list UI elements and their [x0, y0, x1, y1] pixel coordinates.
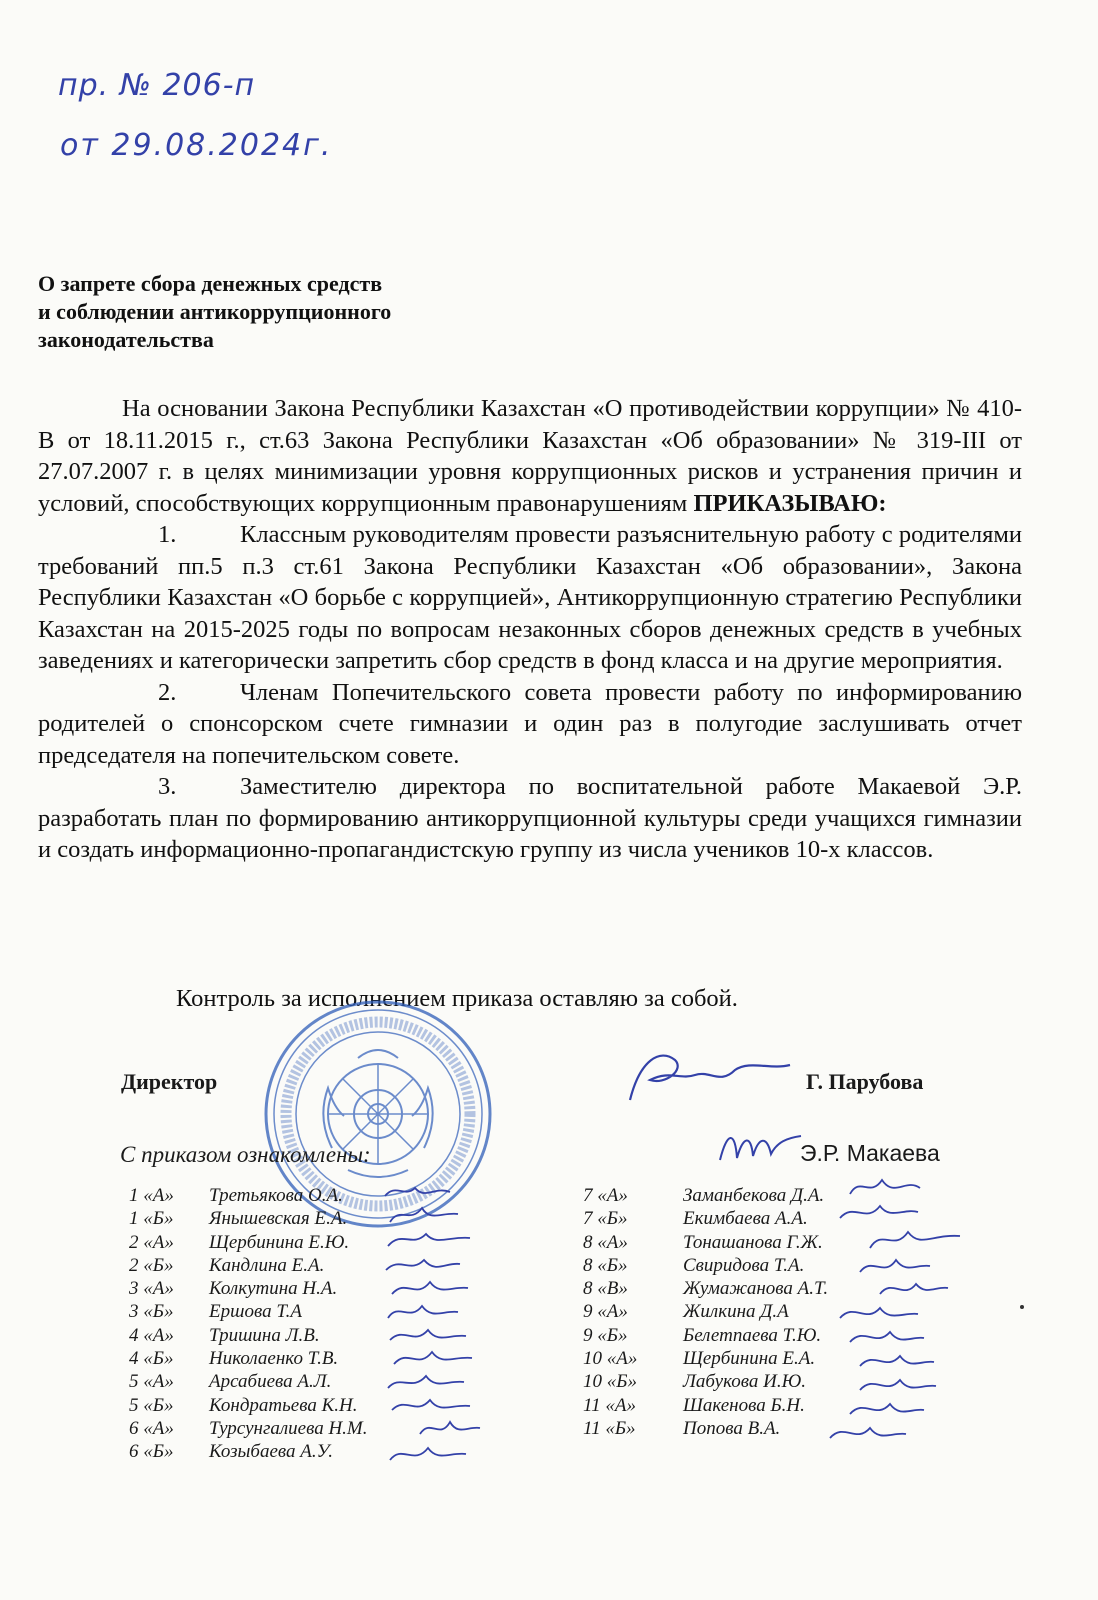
item-number: 1. — [158, 521, 177, 548]
title-line: законодательства — [38, 327, 214, 352]
handwritten-order-number: пр. № 206-п — [58, 68, 256, 103]
item-text: Членам Попечительского совета провести работу по информированию родителей о спонсорском счете гимназии и один раз в полугодие заслушивать отчет председателя на попечительском совете. — [38, 678, 1022, 769]
signatory-name: Г. Парубова — [806, 1069, 924, 1094]
deputy-signature — [715, 1122, 805, 1166]
deputy-name: Э.Р. Макаева — [800, 1140, 940, 1166]
item-number: 3. — [158, 773, 177, 800]
director-signature — [620, 1040, 800, 1110]
document-title — [38, 270, 498, 354]
title-line: и соблюдении антикоррупционного — [38, 299, 392, 324]
order-word: ПРИКАЗЫВАЮ: — [693, 489, 887, 517]
order-body — [38, 393, 1022, 866]
title-line: О запрете сбора денежных средств — [38, 271, 383, 296]
order-item — [38, 771, 1022, 866]
item-text: Классным руководителям провести разъяснительную работу с родителями требований пп.5 п.3 ст.61 Закона Республики Казахстан «Об образовании», Закона Республики Казахстан «О борьбе с коррупцией», Антикоррупционную стратегию Республики Казахстан на 2015-2025 годы по вопросам незаконных сборов денежных средств в учебных заведениях и категорически запретить сбор средств в фонд класса и на другие мероприятия. — [38, 521, 1022, 674]
preamble-paragraph — [38, 393, 1022, 519]
staff-signatures-left — [380, 1178, 490, 1478]
order-item — [38, 677, 1022, 772]
control-statement: Контроль за исполнением приказа оставляю за собой. — [176, 985, 738, 1012]
ink-dot — [1020, 1305, 1024, 1309]
handwritten-order-date: от 29.08.2024г. — [60, 128, 333, 163]
staff-signatures-right — [820, 1168, 970, 1478]
order-item — [38, 519, 1022, 677]
item-text: Заместителю директора по воспитательной работе Макаевой Э.Р. разработать план по формированию антикоррупционной культуры среди учащихся гимназии и создать информационно-пропагандистскую группу из числа учеников 10-х классов. — [38, 773, 1022, 863]
acknowledgement-heading: С приказом ознакомлены: — [120, 1142, 371, 1167]
preamble-text: На основании Закона Республики Казахстан «О противодействии коррупции» № 410-В от 18.11.2015 г., ст.63 Закона Республики Казахстан «Об образовании» № 319-III от 27.07.2007 г. в целях минимизации уровня коррупционных рисков и устранения причин и условий, способствующих коррупционным правонарушениям — [38, 395, 1022, 517]
document-page: пр. № 206-п от 29.08.2024г. О запрете сбора денежных средств и соблюдении антикоррупционного законодательства На основании Закона Республики Казахстан «О противодействии коррупции» № 410-В от 18.11.2015 г., ст.63 Закона Республики Казахстан «Об образовании» № 319-III от 27.07.2007 г. в целях минимизации уровня коррупционных рисков и устранения причин и условий, способствующих коррупционным правонарушениям ПРИКАЗЫВАЮ: 1. Классным руководителям провести разъяснительную работу с родителями требований пп.5 п.3 ст.61 Закона Республики Казахстан «Об образовании», Закона Республики Казахстан «О борьбе с коррупцией», Антикоррупционную стратегию Республики Казахстан на 2015-2025 годы по вопросам незаконных сборов денежных средств в учебных заведениях и категорически запретить сбор средств в фонд класса и на другие мероприятия. 2. Членам Попечительского совета провести работу по информированию родителей о спонсорском счете гимназии и один раз в полугодие заслушивать отчет председателя на попечительском совете. 3. Заместителю директора по воспитательной работе Макаевой Э.Р. разработать план по формированию антикоррупционной культуры среди учащихся гимназии и создать информационно-пропагандистскую группу из числа учеников 10-х классов. Контроль за исполнением приказа оставляю за собой. Директор Г. Парубова Э.Р. Макаева С приказом ознакомлены: 1 «А» Третьякова О.А. 1 «Б» Янышевская Е.А. 2 «А» Щербинина Е.Ю. 2 «Б» Кандлина Е.А. 3 «А» Колкутина Н.А. 3 «Б» Ершова Т.А 4 «А» Тришина Л.В. 4 «Б» Николаенко Т.В. 5 «А» Арсабиева А.Л. 5 «Б» Кондратьева К.Н. 6 «А» Турсунгалиева Н.М. 6 «Б» Козыбаева А.У. 7 «А» Заманбекова Д.А. 7 «Б» Екимбаева А.А. 8 «А» Тонашанова Г.Ж. 8 «Б» Свиридова Т.А. 8 «В» Жумажанова А.Т. 9 «А» Жилкина Д.А 9 «Б» Белетпаева Т.Ю. 10 «А» Щербинина Е.А. 10 «Б» Лабукова И.Ю. 11 «А» Шакенова Б.Н. 11 «Б» Попова В.А. — [0, 0, 1098, 1600]
signatory-role: Директор — [121, 1069, 218, 1094]
item-number: 2. — [158, 678, 177, 706]
